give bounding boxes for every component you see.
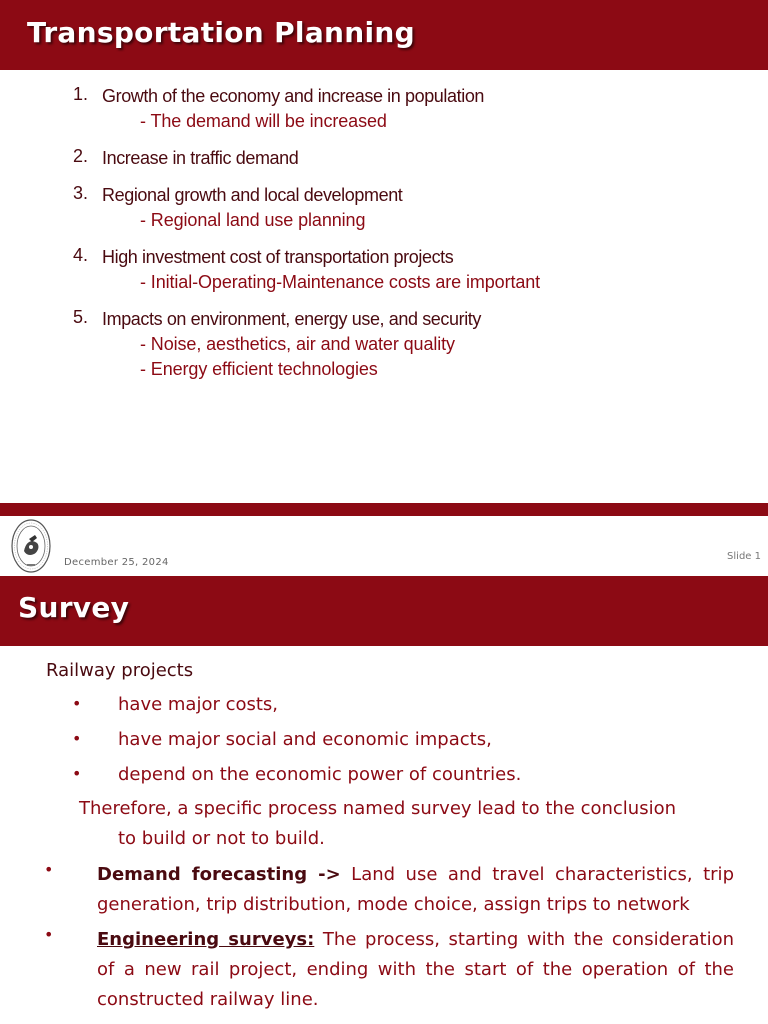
bullet-text [97,925,734,1015]
item-number: 5. [73,307,89,327]
item-subtext: - Noise, aesthetics, air and water quality [140,334,455,354]
bullet-icon: • [72,764,82,783]
item-subtext: - Initial-Operating-Maintenance costs are important [140,272,541,292]
item-number: 3. [73,183,89,203]
item-number: 4. [73,245,89,265]
bullet-icon: • [44,860,54,879]
item-subtext: - Energy efficient technologies [140,359,378,379]
bullet-text: depend on the economic power of countries. [118,764,522,785]
demand-label: Demand forecasting -> [97,864,341,885]
footer-bar [0,503,768,516]
bullet-text: have major social and economic impacts, [118,729,492,750]
title-bar [0,0,768,70]
paragraph-line: to build or not to build. [118,828,325,849]
conclusion-paragraph [79,794,734,854]
item-subtext: - Regional land use planning [140,210,366,230]
item-text: Impacts on environment, energy use, and security [102,309,482,329]
university-seal-icon [10,519,52,573]
paragraph-line: Therefore, a specific process named survey lead to the conclusion [79,798,677,819]
engineering-label: Engineering surveys: [97,929,315,950]
slide-title: Survey [18,591,130,624]
bullet-icon: • [44,925,54,944]
demand-text: Land use and travel characteristics, trip generation, trip distribution, mode choice, assign trips to network [97,864,734,915]
section-heading: Railway projects [46,660,194,681]
list-item [0,245,768,295]
item-subtext: - The demand will be increased [140,111,387,131]
item-number: 1. [73,84,89,104]
item-text: Increase in traffic demand [102,148,299,168]
item-text: High investment cost of transportation projects [102,247,454,267]
list-item [0,84,768,134]
slide-number: Slide 1 [727,551,761,562]
footer-date: December 25, 2024 [64,557,169,568]
item-text: Growth of the economy and increase in population [102,86,485,106]
slide-title: Transportation Planning [27,16,415,49]
list-item [0,146,768,171]
bullet-text: have major costs, [118,694,279,715]
bullet-text [97,860,734,920]
engineering-text: The process, starting with the consideration of a new rail project, ending with the start of the operation of the constructed railway line. [97,929,735,1010]
title-bar [0,576,768,646]
item-number: 2. [73,146,89,166]
bullet-icon: • [72,694,82,713]
item-text: Regional growth and local development [102,185,403,205]
bullet-icon: • [72,729,82,748]
numbered-list [0,84,768,382]
slide-2 [0,576,768,1024]
list-item [0,307,768,382]
list-item [0,183,768,233]
